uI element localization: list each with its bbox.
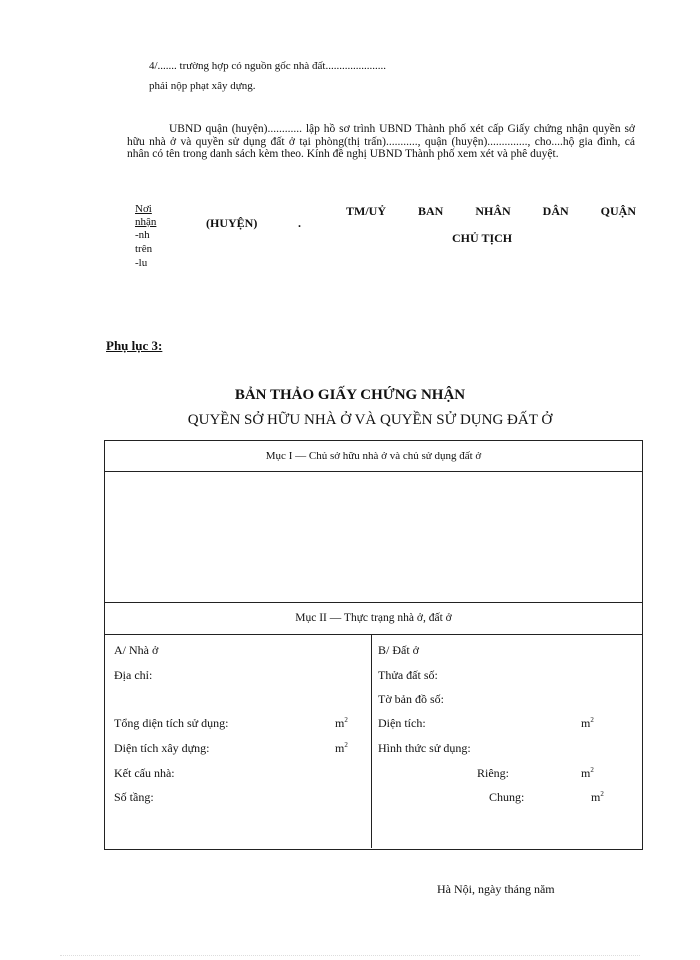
house-title: A/ Nhà ở bbox=[114, 643, 159, 657]
page-bottom-divider bbox=[60, 955, 640, 956]
recipients-label-2: nhận bbox=[135, 216, 157, 228]
unit-text: m bbox=[591, 790, 601, 804]
land-area-unit bbox=[581, 716, 594, 731]
section-2-header: Mục II — Thực trạng nhà ở, đất ở bbox=[295, 612, 452, 624]
unit-text: m bbox=[581, 716, 591, 730]
owner-info-area bbox=[105, 472, 642, 602]
intro-line-1: 4/....... trường hợp có nguồn gốc nhà đất...................... bbox=[149, 60, 386, 72]
unit-sup: 2 bbox=[590, 766, 594, 774]
section-2-top-divider bbox=[105, 602, 642, 603]
land-private: Riêng: bbox=[477, 766, 509, 780]
draft-title-line-2: QUYỀN SỞ HỮU NHÀ Ở VÀ QUYỀN SỬ DỤNG ĐẤT Ở bbox=[187, 412, 553, 428]
house-total-area-unit bbox=[335, 716, 348, 731]
place-date-line: Hà Nội, ngày tháng năm bbox=[437, 882, 555, 896]
appendix-label: Phụ lục 3: bbox=[106, 338, 163, 353]
house-build-area-unit bbox=[335, 741, 348, 756]
signature-title: CHỦ TỊCH bbox=[452, 231, 513, 245]
recipients-item-3: -lu bbox=[135, 257, 148, 269]
house-total-area: Tổng diện tích sử dụng: bbox=[114, 716, 229, 730]
land-shared: Chung: bbox=[489, 790, 525, 804]
certificate-table bbox=[104, 440, 643, 850]
land-title: B/ Đất ở bbox=[378, 643, 420, 657]
signature-dot: . bbox=[298, 216, 301, 230]
land-private-unit bbox=[581, 766, 594, 781]
land-usage-form: Hình thức sử dụng: bbox=[378, 741, 471, 755]
recipients-item-1: -nh bbox=[135, 229, 150, 241]
signature-tm-line: TM/UỶ BAN NHÂN DÂN QUẬN bbox=[346, 204, 636, 218]
section-2-header-divider bbox=[105, 634, 642, 635]
unit-sup: 2 bbox=[600, 790, 604, 798]
recipients-item-2: trên bbox=[135, 243, 153, 255]
house-floors: Số tầng: bbox=[114, 790, 154, 804]
house-address: Địa chỉ: bbox=[114, 668, 153, 682]
unit-sup: 2 bbox=[590, 716, 594, 724]
unit-text: m bbox=[335, 741, 345, 755]
signature-huyen: (HUYỆN) bbox=[206, 216, 258, 230]
intro-paragraph: UBND quận (huyện)............ lập hồ sơ trình UBND Thành phố xét cấp Giấy chứng nhận quyền sở hữu nhà ở và quyền sử dụng đất ở tại phòng(thị trấn)..........., quận (huyện).............., cho....hộ gia đình, cá nhân có tên trong danh sách kèm theo. Kính đề nghị UBND Thành phố xem xét và phê duyệt. bbox=[127, 123, 635, 160]
house-structure: Kết cấu nhà: bbox=[114, 766, 175, 780]
section-1-header: Mục I — Chủ sở hữu nhà ở và chủ sử dụng đất ở bbox=[265, 450, 482, 462]
draft-title-line-1: BẢN THẢO GIẤY CHỨNG NHẬN bbox=[234, 387, 466, 403]
land-plot-number: Thửa đất số: bbox=[378, 668, 438, 682]
unit-text: m bbox=[581, 766, 591, 780]
recipients-label-1: Nơi bbox=[135, 203, 152, 215]
land-map-sheet: Tờ bản đồ số: bbox=[378, 692, 445, 706]
land-area: Diện tích: bbox=[378, 716, 426, 730]
intro-line-2: phải nộp phạt xây dựng. bbox=[149, 80, 256, 92]
land-shared-unit bbox=[591, 790, 604, 805]
unit-sup: 2 bbox=[344, 741, 348, 749]
unit-text: m bbox=[335, 716, 345, 730]
column-divider bbox=[371, 634, 372, 848]
unit-sup: 2 bbox=[344, 716, 348, 724]
house-build-area: Diện tích xây dựng: bbox=[114, 741, 210, 755]
